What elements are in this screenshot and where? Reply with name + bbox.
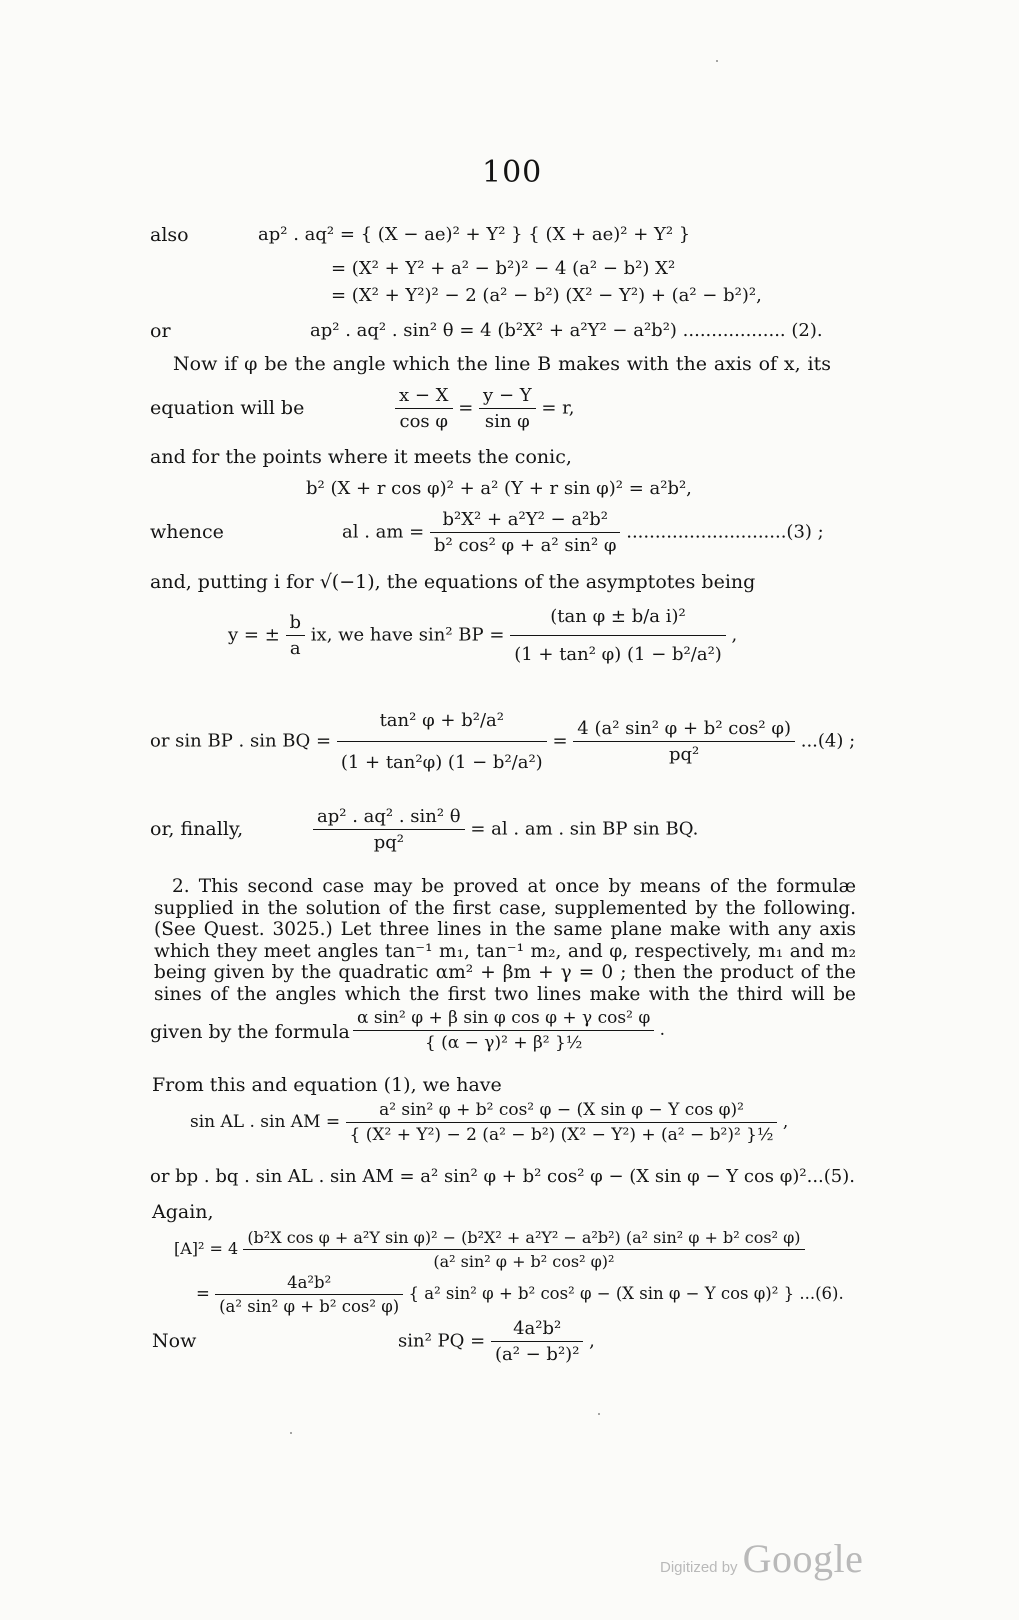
fraction: $\frac{\text{α sin² φ + β sin φ cos φ + γ cos² φ}}{\text{\{ (α − γ)² + β² \}½}}$ bbox=[353, 1008, 654, 1053]
fraction: $\frac{\text{a² sin² φ + b² cos² φ − (X sin φ − Y cos φ)²}}{\text{\{ (X² + Y²) − 2 (a² − b²) (X² − Y²) + (a² − b²)² \}½}}$ bbox=[346, 1100, 778, 1145]
fraction: $\frac{\text{(tan φ ± b/a i)²}}{\text{(1 + tan² φ) (1 − b²/a²)}}$ bbox=[510, 606, 726, 665]
label-whence: whence bbox=[150, 521, 224, 543]
equation-continuation-2: = (X² + Y²)² − 2 (a² − b²) (X² − Y²) + (a² − b²)², bbox=[331, 285, 762, 306]
equation-sin-pq: sin² PQ = $\frac{\text{4a²b²}}{\text{(a² − b²)²}}$ , bbox=[398, 1318, 595, 1365]
paragraph-line: 2. This second case may be proved at once by means of the formulæ bbox=[172, 876, 856, 897]
equation-5: or bp . bq . sin AL . sin AM = a² sin² φ + b² cos² φ − (X sin φ − Y cos φ)²...(5). bbox=[150, 1166, 855, 1187]
equation-4: or sin BP . sin BQ = $\frac{\text{tan² φ + b²/a²}}{\text{(1 + tan²φ) (1 − b²/a²)}}$ = $\frac{\text{4 (a² sin² φ + b² cos² φ)}}{\text{pq²}}$ ...(4) ; bbox=[150, 710, 856, 773]
fraction: $\frac{b}{a}$ bbox=[286, 612, 306, 659]
paragraph-line: being given by the quadratic αm² + βm + γ = 0 ; then the product of the bbox=[154, 962, 856, 983]
label-given-by-formula: given by the formula bbox=[150, 1021, 350, 1043]
equation-conic: b² (X + r cos φ)² + a² (Y + r sin φ)² = a²b², bbox=[306, 478, 692, 499]
label-now: Now bbox=[152, 1330, 197, 1352]
text-now-if-phi: Now if φ be the angle which the line B makes with the axis of x, its bbox=[173, 353, 831, 375]
paragraph-line: (See Quest. 3025.) Let three lines in the same plane make with any axis bbox=[154, 919, 856, 940]
text-putting-i: and, putting i for √(−1), the equations of the asymptotes being bbox=[150, 571, 756, 593]
paragraph-line: supplied in the solution of the first case, supplemented by the following. bbox=[154, 897, 856, 919]
equation-final: $\frac{\text{ap² . aq² . sin² θ}}{\text{pq²}}$ = al . am . sin BP sin BQ. bbox=[313, 806, 698, 853]
equation-6: = $\frac{\text{4a²b²}}{\text{(a² sin² φ + b² cos² φ)}}$ { a² sin² φ + b² cos² φ − (X sin φ − Y cos φ)² } ...(6). bbox=[196, 1273, 844, 1316]
fraction: $\frac{\text{4 (a² sin² φ + b² cos² φ)}}{\text{pq²}}$ bbox=[573, 718, 795, 765]
fraction: $\frac{\text{4a²b²}}{\text{(a² sin² φ + b² cos² φ)}}$ bbox=[215, 1273, 403, 1316]
text-points-meet-conic: and for the points where it meets the conic, bbox=[150, 446, 572, 468]
line-or-label: or bbox=[150, 320, 171, 342]
paragraph-line: sines of the angles which the first two lines make with the third will be bbox=[154, 983, 856, 1005]
fraction: $\frac{\text{b²X² + a²Y² − a²b²}}{\text{b² cos² φ + a² sin² φ}}$ bbox=[430, 509, 620, 556]
equation-ap-aq: ap² . aq² = { (X − ae)² + Y² } { (X + ae)² + Y² } bbox=[258, 224, 691, 245]
scan-speck bbox=[598, 1413, 600, 1415]
fraction: $\frac{x - X}{\text{cos φ}}$ bbox=[395, 385, 453, 432]
paragraph-line: which they meet angles tan⁻¹ m₁, tan⁻¹ m₂, and φ, respectively, m₁ and m₂ bbox=[154, 940, 856, 962]
equation-sin-al-am: sin AL . sin AM = $\frac{\text{a² sin² φ + b² cos² φ − (X sin φ − Y cos φ)²}}{\text{\{ (X² + Y²) − 2 (a² − b²) (X² − Y²) + (a² − b²)² \}½}}$ , bbox=[190, 1100, 789, 1145]
equation-a-squared: [A]² = 4 (b²X cos φ + a²Y sin φ)² − (b²X² + a²Y² − a²b²) (a² sin² φ + b² cos² φ) (a² sin² φ + b² cos² φ)² bbox=[174, 1228, 805, 1271]
equation-line-b: $\frac{x - X}{\text{cos φ}}$ = $\frac{y - Y}{\text{sin φ}}$ = r, bbox=[395, 385, 575, 432]
page-number: 100 bbox=[482, 155, 543, 190]
equation-continuation-1: = (X² + Y² + a² − b²)² − 4 (a² − b²) X² bbox=[331, 258, 676, 279]
equation-3: al . am = $\frac{\text{b²X² + a²Y² − a²b²}}{\text{b² cos² φ + a² sin² φ}}$ ............................(3) ; bbox=[342, 509, 824, 556]
paragraph-second-case bbox=[154, 876, 856, 1005]
equation-2: ap² . aq² . sin² θ = 4 (b²X² + a²Y² − a²b²) .................. (2). bbox=[310, 320, 823, 341]
digitized-by-google-watermark: Digitized by Google bbox=[660, 1536, 864, 1581]
equation-product-sines: $\frac{\text{α sin² φ + β sin φ cos φ + γ cos² φ}}{\text{\{ (α − γ)² + β² \}½}}$ . bbox=[353, 1008, 665, 1053]
fraction: (b²X cos φ + a²Y sin φ)² − (b²X² + a²Y² − a²b²) (a² sin² φ + b² cos² φ) (a² sin² φ + b² cos² φ)² bbox=[243, 1228, 804, 1271]
label-equation-will-be: equation will be bbox=[150, 397, 305, 419]
text-from-this: From this and equation (1), we have bbox=[152, 1074, 502, 1096]
label-again: Again, bbox=[152, 1201, 214, 1223]
fraction: $\frac{\text{tan² φ + b²/a²}}{\text{(1 + tan²φ) (1 − b²/a²)}}$ bbox=[337, 710, 547, 773]
scan-speck bbox=[290, 1432, 292, 1434]
fraction: $\frac{\text{ap² . aq² . sin² θ}}{\text{pq²}}$ bbox=[313, 806, 465, 853]
label-or-finally: or, finally, bbox=[150, 818, 244, 840]
fraction: $\frac{y - Y}{\text{sin φ}}$ bbox=[479, 385, 536, 432]
scan-speck bbox=[716, 60, 718, 62]
line-also-label: also bbox=[150, 224, 189, 246]
fraction: $\frac{\text{4a²b²}}{\text{(a² − b²)²}}$ bbox=[491, 1318, 583, 1365]
equation-asymptotes: y = ± $\frac{b}{a}$ ix, we have sin² BP = $\frac{\text{(tan φ ± b/a i)²}}{\text{(1 + tan² φ) (1 − b²/a²)}}$ , bbox=[228, 606, 738, 665]
